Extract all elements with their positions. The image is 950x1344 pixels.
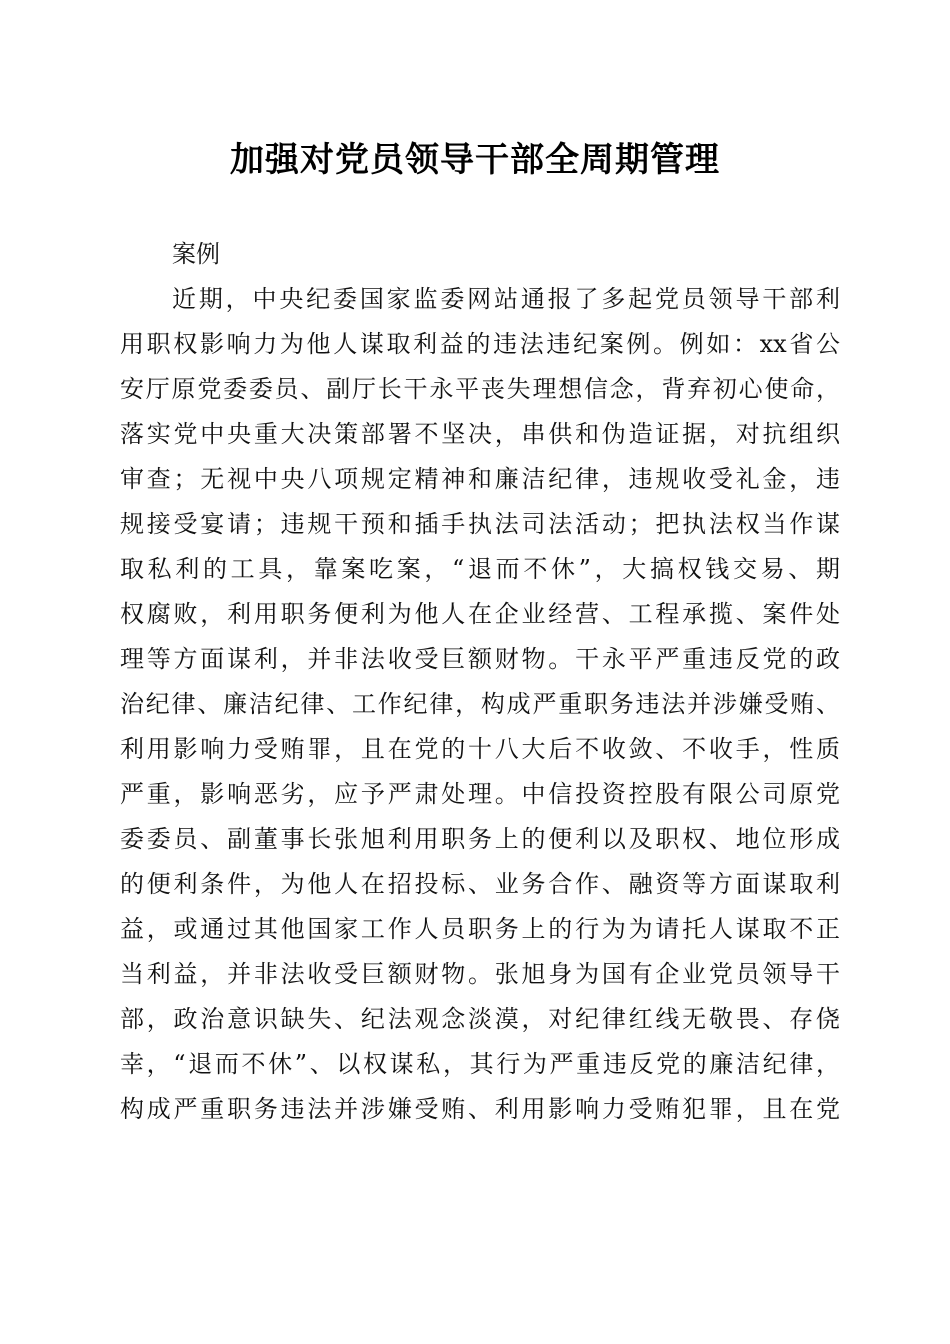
paragraph-line: 委委员、副董事长张旭利用职务上的便利以及职权、地位形成: [120, 825, 840, 853]
paragraph-line: 治纪律、廉洁纪律、工作纪律，构成严重职务违法并涉嫌受贿、: [120, 690, 840, 718]
paragraph-line: 规接受宴请；违规干预和插手执法司法活动；把执法权当作谋: [120, 510, 840, 538]
paragraph-line: 幸，“退而不休”、以权谋私，其行为严重违反党的廉洁纪律，: [120, 1050, 840, 1078]
paragraph-line: 部，政治意识缺失、纪法观念淡漠，对纪律红线无敬畏、存侥: [120, 1005, 840, 1033]
paragraph-line: 近期，中央纪委国家监委网站通报了多起党员领导干部利: [172, 285, 840, 313]
section-heading: 案例: [172, 240, 220, 268]
paragraph-line: 严重，影响恶劣，应予严肃处理。中信投资控股有限公司原党: [120, 780, 840, 808]
paragraph-line: 用职权影响力为他人谋取利益的违法违纪案例。例如：xx省公: [120, 330, 840, 358]
paragraph-line: 利用影响力受贿罪，且在党的十八大后不收敛、不收手，性质: [120, 735, 840, 763]
paragraph-line: 理等方面谋利，并非法收受巨额财物。干永平严重违反党的政: [120, 645, 840, 673]
document-body: [120, 232, 840, 1132]
paragraph-line: 益，或通过其他国家工作人员职务上的行为为请托人谋取不正: [120, 915, 840, 943]
paragraph-line: 的便利条件，为他人在招投标、业务合作、融资等方面谋取利: [120, 870, 840, 898]
paragraph-line: 取私利的工具，靠案吃案，“退而不休”，大搞权钱交易、期: [120, 555, 840, 583]
paragraph-line: 当利益，并非法收受巨额财物。张旭身为国有企业党员领导干: [120, 960, 840, 988]
paragraph-line: 落实党中央重大决策部署不坚决，串供和伪造证据，对抗组织: [120, 420, 840, 448]
paragraph-line: 安厅原党委委员、副厅长干永平丧失理想信念，背弃初心使命，: [120, 375, 840, 403]
paragraph-line: 权腐败，利用职务便利为他人在企业经营、工程承揽、案件处: [120, 600, 840, 628]
paragraph-line: 审查；无视中央八项规定精神和廉洁纪律，违规收受礼金，违: [120, 465, 840, 493]
document-title: 加强对党员领导干部全周期管理: [230, 140, 720, 180]
paragraph-line: 构成严重职务违法并涉嫌受贿、利用影响力受贿犯罪，且在党: [120, 1095, 840, 1123]
